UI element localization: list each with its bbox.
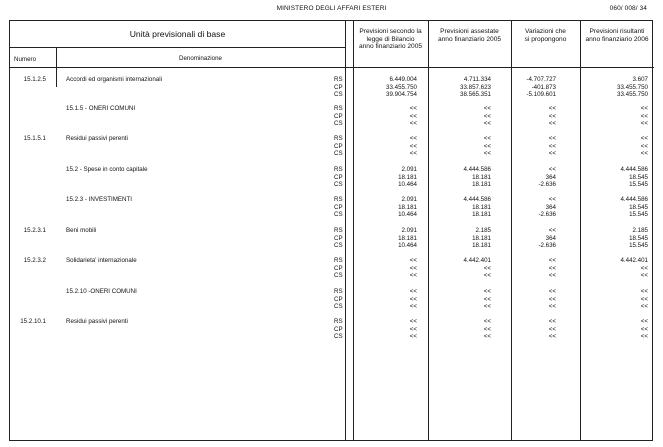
row-value: << [548,318,556,325]
row-value: 18.181 [398,234,417,242]
row-value: 4.442.401 [463,257,491,264]
row-value: << [409,120,417,128]
row-value: << [640,303,648,311]
row-code: CP [334,264,343,272]
col1-header-line: legge di Bilancio [366,35,415,43]
row-value: 364 [545,203,556,211]
row-value: << [640,150,648,158]
row-value: << [409,257,417,264]
col3-header-line: si propongono [524,35,567,43]
row-value: << [483,135,491,142]
row-value: << [409,112,417,120]
col4-header [580,28,654,43]
row-value: 2.091 [401,227,417,234]
row-value: 2.185 [475,227,491,234]
row-number: 15.2.3.1 [23,227,46,234]
row-value: << [640,333,648,341]
col-numero-header: Numero [14,56,37,63]
row-value: << [409,318,417,325]
row-value: << [548,196,556,203]
row-code: CP [334,142,343,150]
row-value: << [548,142,556,150]
row-code: CS [334,272,343,280]
row-value: 18.181 [398,173,417,181]
ministry-title: MINISTERO DEGLI AFFARI ESTERI [276,5,387,12]
row-value: << [483,295,491,303]
col2-header-line: Previsioni assestate [440,28,499,35]
row-value: << [548,333,556,341]
row-value: 33.455.750 [617,83,648,91]
row-value: 38.565.351 [460,91,491,99]
col1-header-line: Previsioni secondo la [359,28,422,35]
row-value: << [483,142,491,150]
row-value: << [409,288,417,295]
row-value: 15.545 [629,181,648,189]
row-value: << [640,120,648,128]
row-number: 15.1.5.1 [23,135,46,142]
row-value: << [640,318,648,325]
row-value: << [548,150,556,158]
row-value: 4.442.401 [620,257,648,264]
row-value: 33.857.623 [460,83,491,91]
row-value: 10.464 [398,211,417,219]
col1-header-line: anno finanziario 2005 [358,43,423,51]
row-value: -2.636 [538,181,556,189]
row-value: 2.091 [401,166,417,173]
row-value: 6.449.004 [389,76,417,83]
row-value: << [548,295,556,303]
row-value: << [640,142,648,150]
row-value: 4.444.586 [620,166,648,173]
row-value: << [409,105,417,112]
row-value: << [409,142,417,150]
row-value: 18.545 [629,203,648,211]
row-code: CP [334,203,343,211]
row-code: CS [334,150,343,158]
row-code: CP [334,295,343,303]
row-label: Residui passivi perenti [66,318,128,325]
row-value: << [548,105,556,112]
row-code: CP [334,173,343,181]
col-divider-4 [580,21,581,440]
row-code: RS [334,135,343,142]
row-value: 18.181 [398,203,417,211]
row-value: << [548,135,556,142]
row-value: << [483,112,491,120]
col4-header-line: Previsioni risultanti [589,28,645,35]
row-value: << [409,303,417,311]
row-value: -2.636 [538,242,556,250]
row-value: << [640,295,648,303]
row-value: << [409,295,417,303]
row-code: CP [334,112,343,120]
row-value: << [483,288,491,295]
row-value: 10.464 [398,242,417,250]
col2-header-line: anno finanziario 2005 [437,35,502,43]
row-value: << [483,325,491,333]
row-number: 15.1.2.5 [23,76,46,83]
row-label: Residui passivi perenti [66,135,128,142]
table-title: Unità previsionali di base [129,29,226,39]
col3-header [511,28,580,43]
row-value: 15.545 [629,242,648,250]
row-code: CS [334,211,343,219]
row-code: CP [334,234,343,242]
row-value: 18.181 [472,242,491,250]
row-code: CS [334,181,343,189]
row-value: << [640,112,648,120]
row-value: 33.455.750 [617,91,648,99]
row-value: 3.607 [632,76,648,83]
row-value: 364 [545,173,556,181]
row-value: 18.181 [472,234,491,242]
row-value: 18.181 [472,173,491,181]
row-code: RS [334,166,343,173]
row-code: CS [334,91,343,99]
row-value: 2.185 [632,227,648,234]
row-number: 15.2.10.1 [20,318,46,325]
row-value: << [640,288,648,295]
row-value: 4.444.586 [620,196,648,203]
budget-table [9,20,653,441]
row-value: << [640,135,648,142]
row-value: << [483,272,491,280]
row-value: << [640,325,648,333]
row-value: << [483,264,491,272]
row-value: << [548,112,556,120]
row-value: 18.545 [629,173,648,181]
page-number: 060/ 008/ 34 [609,5,647,12]
row-number: 15.2.3.2 [23,257,46,264]
row-value: 4.711.334 [463,76,491,83]
col3-header-line: Variazioni che [525,28,566,35]
row-value: 18.181 [472,211,491,219]
row-value: << [483,333,491,341]
row-label: 15.1.5 - ONERI COMUNI [66,105,136,112]
row-value: 18.181 [472,181,491,189]
row-value: << [409,272,417,280]
row-value: 39.904.754 [386,91,417,99]
row-value: 33.455.750 [386,83,417,91]
col2-header [428,28,511,43]
row-code: RS [334,257,343,264]
row-value: << [409,325,417,333]
row-value: 10.464 [398,181,417,189]
row-value: << [548,166,556,173]
row-value: << [548,303,556,311]
row-value: 18.181 [472,203,491,211]
col-divider-2 [428,21,429,440]
row-value: << [483,105,491,112]
row-value: << [409,135,417,142]
row-label: 15.2.3 - INVESTIMENTI [66,196,133,203]
row-value: << [409,333,417,341]
row-value: -2.636 [538,211,556,219]
row-value: << [548,227,556,234]
row-value: -5.109.601 [526,91,556,99]
row-value: << [640,272,648,280]
row-code: RS [334,196,343,203]
row-value: 364 [545,234,556,242]
row-value: << [548,120,556,128]
row-code: RS [334,288,343,295]
row-code: RS [334,227,343,234]
row-value: << [483,120,491,128]
row-code: CS [334,242,343,250]
row-code: CS [334,333,343,341]
row-value: 18.545 [629,234,648,242]
row-value: << [548,264,556,272]
col4-header-line: anno finanziario 2006 [585,35,649,43]
header-bottom-line [10,67,654,68]
row-value: 4.444.586 [463,196,491,203]
row-value: 4.444.586 [463,166,491,173]
row-code: RS [334,76,343,83]
row-label: Beni mobili [66,227,97,234]
row-code: RS [334,105,343,112]
row-value: -4.707.727 [526,76,556,83]
row-code: CS [334,303,343,311]
row-value: << [548,257,556,264]
row-label: Accordi ed organismi internazionali [66,76,162,83]
row-label: Solidarieta' internazionale [66,257,137,264]
row-value: << [548,272,556,280]
row-code: RS [334,318,343,325]
col1-header [353,28,428,51]
row-value: << [640,264,648,272]
row-code: CS [334,120,343,128]
row-value: << [409,150,417,158]
col-divider-3 [511,21,512,440]
row-value: << [483,150,491,158]
col-divider-1 [353,21,354,440]
col-divider-main [345,21,346,440]
row-value: 15.545 [629,211,648,219]
row-value: << [548,325,556,333]
row-value: 2.091 [401,196,417,203]
col-denominazione-header: Denominazione [179,55,222,62]
row-value: << [483,318,491,325]
row-code: CP [334,83,343,91]
row-value: << [640,105,648,112]
row-label: 15.2 - Spese in conto capitale [66,166,148,173]
row-value: << [548,288,556,295]
row-value: << [409,264,417,272]
header-divider [10,47,345,48]
row-value: << [483,303,491,311]
row-code: CP [334,325,343,333]
row-value: -401.873 [531,83,556,91]
row-label: 15.2.10 -ONERI COMUNI [66,288,137,295]
